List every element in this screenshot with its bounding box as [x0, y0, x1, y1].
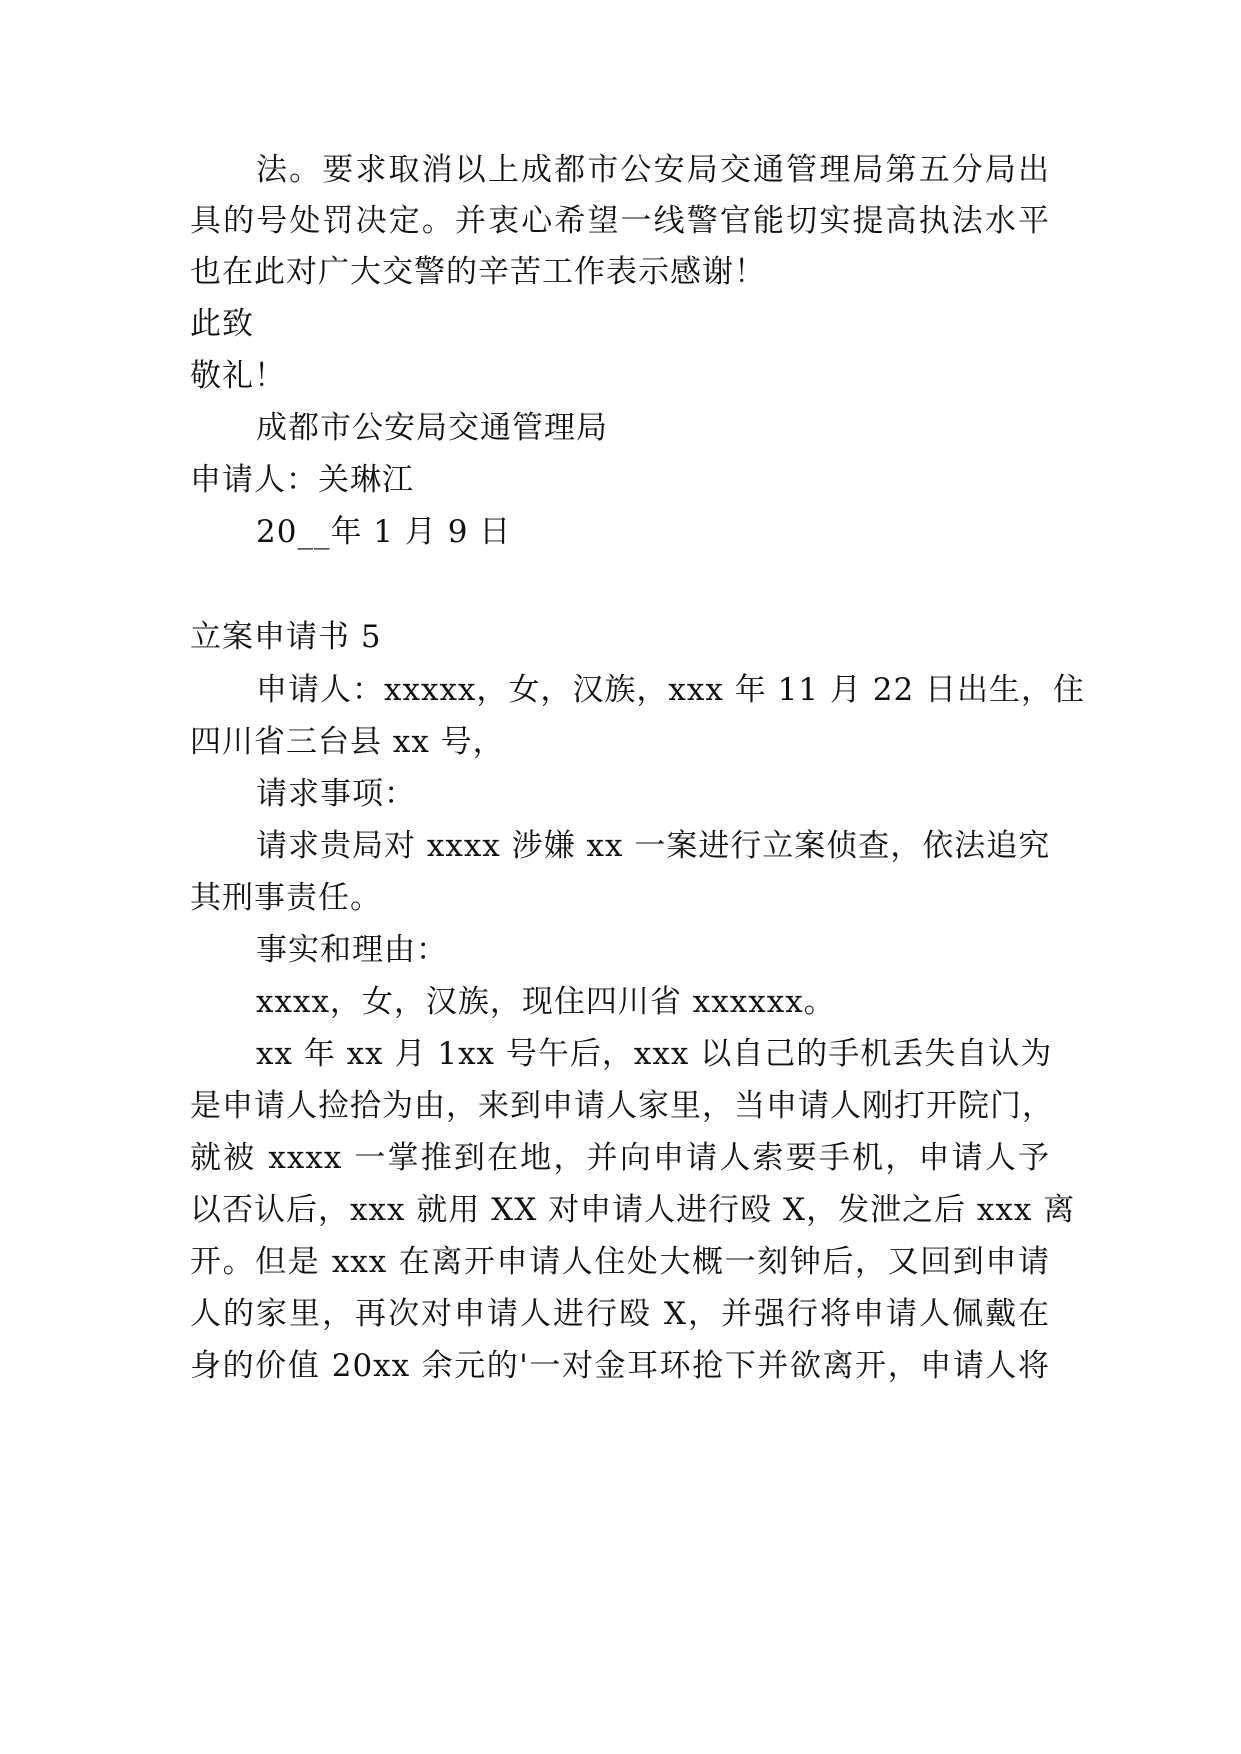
facts-body-line: 身的价值 20xx 余元的'一对金耳环抢下并欲离开，申请人将: [190, 1348, 1050, 1384]
request-body-line: 请求贵局对 xxxx 涉嫌 xx 一案进行立案侦查，依法追究: [256, 828, 1051, 864]
applicant-signature: 申请人：关琳江: [190, 462, 414, 498]
document-date: 20__年 1 月 9 日: [256, 514, 512, 550]
applicant-info-line: 申请人：xxxxx，女，汉族，xxx 年 11 月 22 日出生，住: [256, 672, 1086, 708]
facts-body-line: xx 年 xx 月 1xx 号午后，xxx 以自己的手机丢失自认为: [256, 1036, 1053, 1072]
closing-regards: 敬礼！: [190, 358, 286, 394]
facts-body-line: 开。但是 xxx 在离开申请人住处大概一刻钟后，又回到申请: [190, 1244, 1050, 1280]
facts-body-line: 人的家里，再次对申请人进行殴 X，并强行将申请人佩戴在: [190, 1296, 1050, 1332]
request-heading: 请求事项：: [256, 776, 416, 812]
paragraph-line: 也在此对广大交警的辛苦工作表示感谢！: [190, 254, 766, 290]
facts-intro: xxxx，女，汉族，现住四川省 xxxxxx。: [256, 984, 836, 1020]
paragraph-line: 法。要求取消以上成都市公安局交通管理局第五分局出: [256, 152, 1050, 188]
closing-salutation: 此致: [190, 306, 254, 342]
applicant-info-line: 四川省三台县 xx 号，: [190, 724, 505, 760]
facts-body-line: 就被 xxxx 一掌推到在地，并向申请人索要手机，申请人予: [190, 1140, 1050, 1176]
request-body-line: 其刑事责任。: [190, 880, 382, 916]
facts-heading: 事实和理由：: [256, 932, 448, 968]
recipient-name: 成都市公安局交通管理局: [256, 410, 608, 446]
paragraph-line: 具的号处罚决定。并衷心希望一线警官能切实提高执法水平: [190, 203, 1050, 239]
facts-body-line: 是申请人捡拾为由，来到申请人家里，当申请人刚打开院门，: [190, 1088, 1054, 1124]
section-title: 立案申请书 5: [190, 619, 382, 655]
facts-body-line: 以否认后，xxx 就用 XX 对申请人进行殴 X，发泄之后 xxx 离: [190, 1192, 1076, 1228]
